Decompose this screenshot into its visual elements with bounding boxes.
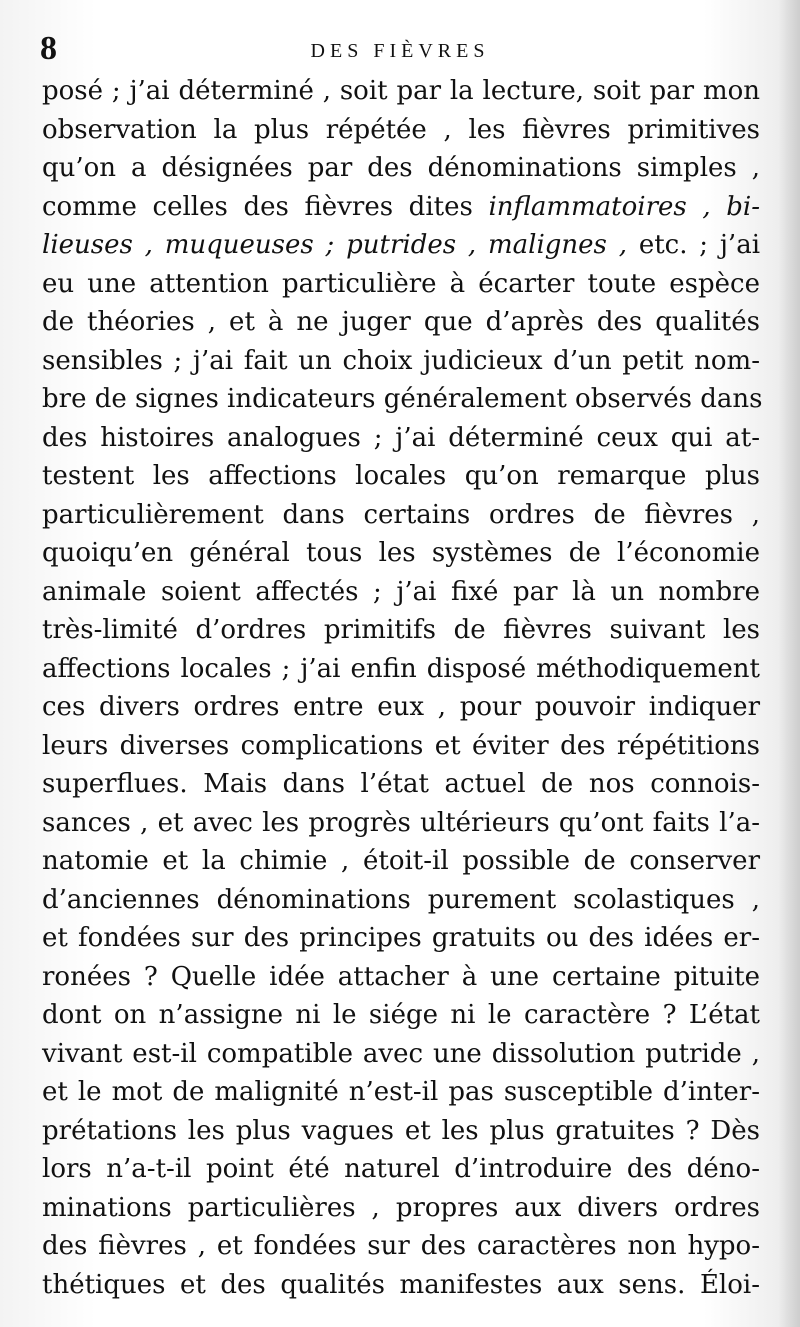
- text-line-23: et fondées sur des principes gratuits ou des idées er-: [42, 923, 760, 953]
- text-line-8: sensibles ; j’ai fait un choix judicieux d’un petit nom-: [42, 345, 760, 376]
- text-line-10: des histoires analogues ; j’ai déterminé ceux qui at-: [42, 422, 760, 453]
- text-line-5-regular: etc. ; j’ai: [638, 230, 761, 260]
- text-line-11: testent les affections locales qu’on remarque plus: [42, 461, 760, 491]
- page-edge-shadow: [778, 0, 800, 1327]
- text-line-31: des fièvres , et fondées sur des caractères non hypo-: [42, 1231, 760, 1261]
- text-line-3: qu’on a désignées par des dénominations simples ,: [42, 153, 760, 183]
- page-number: 8: [40, 30, 57, 67]
- text-line-22: d’anciennes dénominations purement scolastiques ,: [42, 884, 760, 915]
- text-line-16: affections locales ; j’ai enfin disposé méthodiquement: [42, 653, 760, 684]
- text-line-4-regular: comme celles des fièvres dites: [42, 191, 473, 222]
- text-line-1: posé ; j’ai déterminé , soit par la lecture, soit par mon: [42, 76, 760, 106]
- text-line-20: sances , et avec les progrès ultérieurs qu’ont faits l’a-: [42, 807, 760, 838]
- text-line-28: prétations les plus vagues et les plus gratuites ? Dès: [42, 1115, 760, 1146]
- text-line-19: superflues. Mais dans l’état actuel de nos connois-: [42, 769, 760, 799]
- text-line-7: de théories , et à ne juger que d’après des qualités: [42, 307, 760, 337]
- text-line-5: [42, 226, 760, 265]
- text-line-4-italic: inflammatoires , bi-: [488, 191, 761, 222]
- text-line-12: particulièrement dans certains ordres de fièvres ,: [42, 499, 760, 530]
- text-line-14: animale soient affectés ; j’ai fixé par là un nombre: [42, 576, 760, 607]
- running-head: DES FIÈVRES: [310, 40, 490, 62]
- text-line-25: dont on n’assigne ni le siége ni le caractère ? L’état: [42, 1000, 760, 1030]
- text-line-2: observation la plus répétée , les fièvres primitives: [42, 114, 760, 145]
- text-line-18: leurs diverses complications et éviter des répétitions: [42, 730, 760, 761]
- text-line-4: [42, 188, 760, 227]
- text-line-30: minations particulières , propres aux divers ordres: [42, 1192, 760, 1223]
- text-line-6: eu une attention particulière à écarter toute espèce: [42, 268, 760, 299]
- text-line-15: très-limité d’ordres primitifs de fièvres suivant les: [42, 615, 760, 645]
- text-line-17: ces divers ordres entre eux , pour pouvoir indiquer: [42, 692, 760, 722]
- text-line-27: et le mot de malignité n’est-il pas susceptible d’inter-: [42, 1077, 760, 1107]
- text-line-32: thétiques et des qualités manifestes aux sens. Éloi-: [42, 1269, 760, 1300]
- text-line-29: lors n’a-t-il point été naturel d’introduire des déno-: [42, 1154, 760, 1184]
- text-line-26: vivant est-il compatible avec une dissolution putride ,: [42, 1038, 760, 1069]
- text-line-5-italic: lieuses , muqueuses ; putrides , malignes ,: [42, 230, 627, 260]
- text-line-21: natomie et la chimie , étoit-il possible de conserver: [42, 846, 760, 876]
- text-line-24: ronées ? Quelle idée attacher à une certaine pituite: [42, 961, 760, 992]
- text-line-13: quoiqu’en général tous les systèmes de l’économie: [42, 538, 760, 568]
- body-text: [42, 72, 763, 1304]
- text-line-9: bre de signes indicateurs généralement observés dans: [42, 384, 763, 414]
